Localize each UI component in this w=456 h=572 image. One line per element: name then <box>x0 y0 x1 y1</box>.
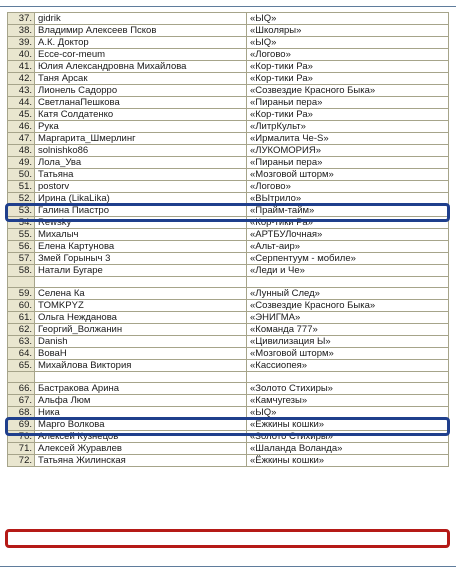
row-number: 47. <box>8 133 35 145</box>
row-number: 60. <box>8 300 35 312</box>
row-number: 61. <box>8 312 35 324</box>
participant-name: Бастракова Арина <box>35 383 247 395</box>
spacer-cell <box>247 372 449 383</box>
row-number: 72. <box>8 455 35 467</box>
table-row <box>8 109 449 121</box>
team-name: «Камчугезы» <box>247 395 449 407</box>
team-name: «Созвездие Красного Быка» <box>247 85 449 97</box>
team-name: «ЛУКОМОРИЯ» <box>247 145 449 157</box>
row-number: 54. <box>8 217 35 229</box>
participant-name: gidrik <box>35 13 247 25</box>
row-number: 62. <box>8 324 35 336</box>
team-name: «Альт-аир» <box>247 241 449 253</box>
table-row <box>8 229 449 241</box>
participant-name: Владимир Алексеев Псков <box>35 25 247 37</box>
team-name: «Леди и Че» <box>247 265 449 277</box>
row-number: 71. <box>8 443 35 455</box>
row-number: 55. <box>8 229 35 241</box>
team-name: «Золото Стихиры» <box>247 431 449 443</box>
table-spacer-row <box>8 277 449 288</box>
table-row <box>8 133 449 145</box>
table-row <box>8 265 449 277</box>
table-row <box>8 395 449 407</box>
row-number: 46. <box>8 121 35 133</box>
row-number: 45. <box>8 109 35 121</box>
team-name: «Мозговой шторм» <box>247 169 449 181</box>
row-number: 70. <box>8 431 35 443</box>
table-row <box>8 360 449 372</box>
participant-name: Rewsky <box>35 217 247 229</box>
team-name: «Пираньи пера» <box>247 97 449 109</box>
participant-name: solnishko86 <box>35 145 247 157</box>
participant-name: Danish <box>35 336 247 348</box>
participant-name: Алексей Журавлев <box>35 443 247 455</box>
row-number: 52. <box>8 193 35 205</box>
team-name: «Ирмалита Че-S» <box>247 133 449 145</box>
participant-name: Лионель Садорро <box>35 85 247 97</box>
spacer-cell <box>35 372 247 383</box>
table-row <box>8 181 449 193</box>
table-row <box>8 419 449 431</box>
team-name: «Пираньи пера» <box>247 157 449 169</box>
team-name: «Логово» <box>247 49 449 61</box>
participant-name: Ольга Нежданова <box>35 312 247 324</box>
participant-name: СветланаПешкова <box>35 97 247 109</box>
participant-name: Таня Арсак <box>35 73 247 85</box>
participant-name: TOMKPYZ <box>35 300 247 312</box>
row-number: 66. <box>8 383 35 395</box>
table-row <box>8 121 449 133</box>
row-number: 38. <box>8 25 35 37</box>
table-row <box>8 193 449 205</box>
row-number: 40. <box>8 49 35 61</box>
participant-name: Селена Ка <box>35 288 247 300</box>
team-name: «ЫQ» <box>247 13 449 25</box>
bottom-edge-line <box>0 566 456 567</box>
team-name: «АРТБУЛочная» <box>247 229 449 241</box>
participant-name: Марго Волкова <box>35 419 247 431</box>
team-name: «Мозговой шторм» <box>247 348 449 360</box>
table-spacer-row <box>8 372 449 383</box>
row-number: 43. <box>8 85 35 97</box>
team-name: «Серпентуум - мобиле» <box>247 253 449 265</box>
row-number: 37. <box>8 13 35 25</box>
table-row <box>8 336 449 348</box>
row-number: 39. <box>8 37 35 49</box>
team-name: «Прайм-тайм» <box>247 205 449 217</box>
table-row <box>8 37 449 49</box>
table-row <box>8 312 449 324</box>
participant-name: Георгий_Волжанин <box>35 324 247 336</box>
team-name: «Команда 777» <box>247 324 449 336</box>
table-row <box>8 217 449 229</box>
spacer-cell <box>8 372 35 383</box>
row-number: 53. <box>8 205 35 217</box>
table-row <box>8 13 449 25</box>
table-row <box>8 455 449 467</box>
team-name: «Лунный След» <box>247 288 449 300</box>
team-name: «Кор-тики Ра» <box>247 109 449 121</box>
table-row <box>8 288 449 300</box>
team-name: «Цивилизация Ы» <box>247 336 449 348</box>
spacer-cell <box>35 277 247 288</box>
team-name: «Ёжкины кошки» <box>247 419 449 431</box>
table-row <box>8 443 449 455</box>
participant-name: Лола_Ува <box>35 157 247 169</box>
participant-name: Елена Картунова <box>35 241 247 253</box>
table-row <box>8 157 449 169</box>
table-row <box>8 300 449 312</box>
participant-name: Альфа Люм <box>35 395 247 407</box>
row-number: 63. <box>8 336 35 348</box>
row-number: 67. <box>8 395 35 407</box>
participant-name: Алексей Кузнецов <box>35 431 247 443</box>
team-name: «Золото Стихиры» <box>247 383 449 395</box>
spacer-cell <box>8 277 35 288</box>
team-name: «Созвездие Красного Быка» <box>247 300 449 312</box>
row-number: 56. <box>8 241 35 253</box>
row-number: 57. <box>8 253 35 265</box>
team-name: «Кор-тики Ра» <box>247 217 449 229</box>
participant-name: Татьяна Жилинская <box>35 455 247 467</box>
row-number: 44. <box>8 97 35 109</box>
row-number: 41. <box>8 61 35 73</box>
team-name: «Кассиопея» <box>247 360 449 372</box>
row-number: 68. <box>8 407 35 419</box>
table-row <box>8 73 449 85</box>
participant-name: Маргарита_Шмерлинг <box>35 133 247 145</box>
table-row <box>8 25 449 37</box>
participant-name: Галина Пиастро <box>35 205 247 217</box>
participant-name: Юлия Александровна Михайлова <box>35 61 247 73</box>
participant-name: Рука <box>35 121 247 133</box>
table-row <box>8 383 449 395</box>
team-name: «ВЫтрило» <box>247 193 449 205</box>
team-name: «Ёжкины кошки» <box>247 455 449 467</box>
row-number: 69. <box>8 419 35 431</box>
participant-name: А.К. Доктор <box>35 37 247 49</box>
row-number: 50. <box>8 169 35 181</box>
row-number: 59. <box>8 288 35 300</box>
table-row <box>8 169 449 181</box>
table-row <box>8 431 449 443</box>
participants-table <box>7 12 449 467</box>
participant-name: Ирина (LikaLika) <box>35 193 247 205</box>
team-name: «Кор-тики Ра» <box>247 61 449 73</box>
table-row <box>8 85 449 97</box>
row-number: 42. <box>8 73 35 85</box>
row-number: 49. <box>8 157 35 169</box>
table-row <box>8 324 449 336</box>
team-name: «Шаланда Воланда» <box>247 443 449 455</box>
highlight-row-71 <box>5 529 450 548</box>
participant-name: ВоваН <box>35 348 247 360</box>
participant-name: Михайлова Виктория <box>35 360 247 372</box>
team-name: «ЭНИГМА» <box>247 312 449 324</box>
spacer-cell <box>247 277 449 288</box>
participant-name: Михалыч <box>35 229 247 241</box>
team-name: «ЫQ» <box>247 37 449 49</box>
participant-name: Натали Бугаре <box>35 265 247 277</box>
participant-name: postorv <box>35 181 247 193</box>
row-number: 51. <box>8 181 35 193</box>
table-row <box>8 61 449 73</box>
participant-name: Катя Солдатенко <box>35 109 247 121</box>
table-row <box>8 407 449 419</box>
participants-table-body <box>8 13 449 467</box>
table-row <box>8 145 449 157</box>
row-number: 58. <box>8 265 35 277</box>
team-name: «Школяры» <box>247 25 449 37</box>
team-name: «ЫQ» <box>247 407 449 419</box>
table-row <box>8 205 449 217</box>
table-row <box>8 241 449 253</box>
participant-name: Ника <box>35 407 247 419</box>
participant-name: Ecce-cor-meum <box>35 49 247 61</box>
participant-name: Татьяна <box>35 169 247 181</box>
team-name: «Кор-тики Ра» <box>247 73 449 85</box>
top-edge-line <box>0 6 456 7</box>
participant-name: Змей Горыныч 3 <box>35 253 247 265</box>
table-row <box>8 348 449 360</box>
row-number: 65. <box>8 360 35 372</box>
table-row <box>8 253 449 265</box>
row-number: 64. <box>8 348 35 360</box>
team-name: «Логово» <box>247 181 449 193</box>
team-name: «ЛитрКульт» <box>247 121 449 133</box>
table-row <box>8 97 449 109</box>
row-number: 48. <box>8 145 35 157</box>
table-row <box>8 49 449 61</box>
